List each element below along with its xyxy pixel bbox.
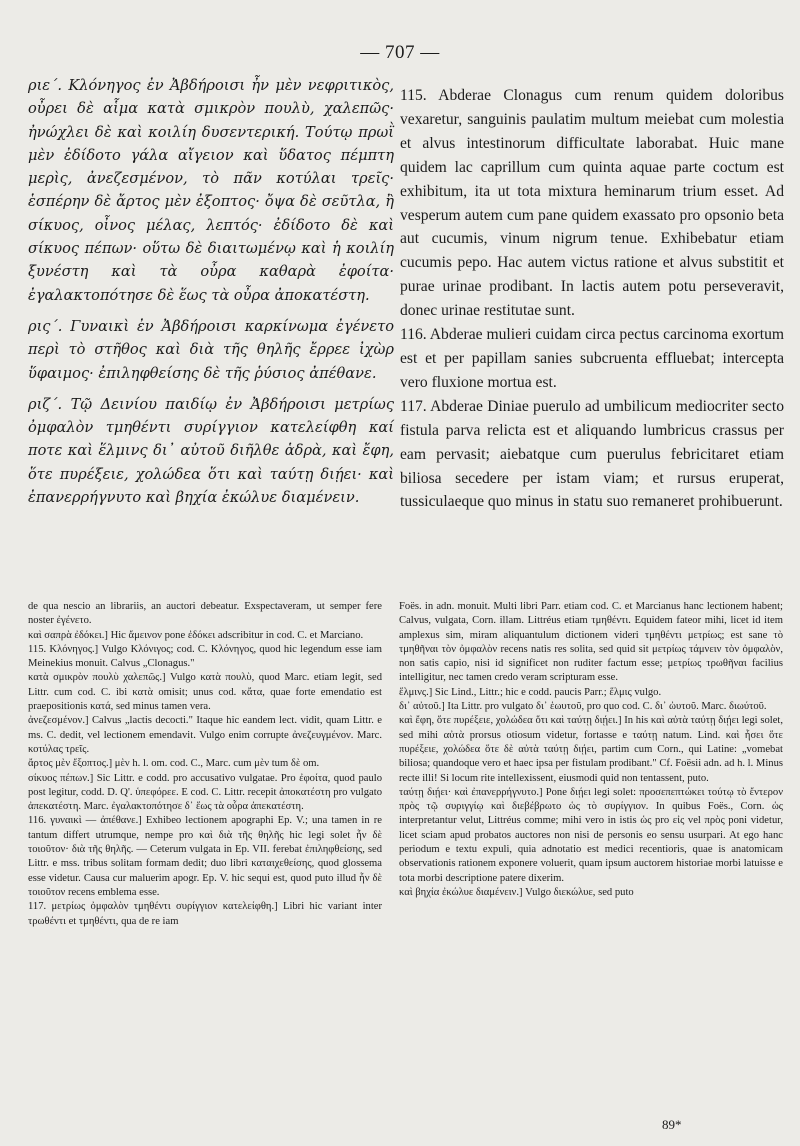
footnotes-right-column: [399, 600, 783, 900]
latin-paragraph-116: 116. Abderae mulieri cuidam circa pectus carcinoma exortum est et per papillam sanies subcruenta effluebat; intercepta vero fluxione mortua est.: [400, 326, 784, 391]
greek-text-column: [28, 74, 394, 509]
footnote: ταύτῃ διῄει· καὶ ἐπανερρήγνυτο.] Pone διῄει legi solet: προσεπεπτώκει τούτῳ τὸ ἔντερον πρὸς τῷ συριγγίῳ καὶ διεβέβρωτο ὡς τὸ συρίγγιον. In quibus Foës., Corn. ὡς interpretantur velut, Littréus comme; mihi vero in istis ὡς pro εἰς vel πρὸς poni videtur, licet sciam apud probatos auctores non nisi de personis eo sensu usurpari. At ego hanc periodum e textu expuli, quia adnotatio est medici recentioris, quae is anatomicam observationis rationem exponere voluerit, quam ipsum auctorem historiae morbi latuisse e tota morbi descriptione patere dixerim.: [399, 786, 783, 884]
footnote: Foës. in adn. monuit. Multi libri Parr. etiam cod. C. et Marcianus hanc lectionem habent; Calvus, vulgata, Corn. illam. Littréus etiam τμηθέντι. Equidem fateor mihi, licet id item amplexus sim, miram aliquantulum dictionem videri τμηθέντι μετρίως; est sane τὸ τμηθῆναι τὸν ὀμφαλὸν recens natis res solita, sed quid sit μετρίως τάμνειν τὸν ὀμφαλὸν, non satis capio, nisi id significet non ruditer factum esse; μετρίως τρωθῆναι facilius intelligitur, nec tamen credo veram scripturam esse.: [399, 601, 783, 684]
greek-paragraph-117: ριζ΄. Τῷ Δεινίου παιδίῳ ἐν Ἀβδήροισι μετρίως ὀμφαλὸν τμηθέντι συρίγγιον κατελείφθη καί ποτε καὶ ἕλμινς δι᾽ αὐτοῦ διῆλθε ἁδρὰ, καὶ ἔφη, ὅτε πυρέξειε, χολώδεα ὅτι καὶ ταύτῃ διῄει· καὶ ἐπανερρήγνυτο καὶ βηχία ἐκώλυε διαμένειν.: [28, 395, 394, 507]
footnote: καὶ σαπρὰ ἐδόκει.] Hic ἄμεινον pone ἐδόκει adscribitur in cod. C. et Marciano.: [28, 629, 364, 641]
latin-translation-column: [400, 84, 784, 514]
latin-paragraph-117: 117. Abderae Diniae puerulo ad umbilicum mediocriter secto fistula parva relicta est et aliquando lumbricus crassus per eam pervasit; aiebatque cum puerulus febricitaret etiam biliosa secedere per istam viam; et rursus eruperat, tussiculaeque quo minus in statu suo remaneret prohibuerunt.: [400, 397, 784, 511]
footnote: καὶ βηχία ἐκώλυε διαμένειν.] Vulgo διεκώλυε, sed puto: [399, 886, 634, 898]
signature-mark: 89*: [662, 1117, 682, 1132]
footnote: 115. Κλόνηγος.] Vulgo Κλόνιγος; cod. C. Κλόνηγος, quod hic legendum esse iam Meinekius monuit. Calvus „Clonagus.": [28, 643, 382, 670]
footnote: 117. μετρίως ὀμφαλὸν τμηθέντι συρίγγιον κατελείφθη.] Libri hic variant inter τρωθέντι et τμηθέντι, qua de re iam: [28, 901, 382, 927]
footnote: de qua nescio an librariis, an auctori debeatur. Exspectaveram, ut semper fere noster ἐγένετο.: [28, 601, 382, 627]
footnote: 116. γυναικὶ — ἀπέθανε.] Exhibeo lectionem apographi Ep. V.; una tamen in re tantum differt utrumque, nempe pro καὶ διὰ τῆς θηλῆς hic legi solet ἦν δὲ τοιοῦτον· διὰ τῆς θηλῆς. — Ceterum vulgata in Ep. VII. ferebat ἐπιληφθείσης, sed Littr. e mss. tribus solitam formam dedit; duo libri καταιχεθείσης, quod glossema esse videtur. Causa cur maluerim apogr. Ep. V. hic sequi est, quod puto illud ἦν δὲ τοιοῦτον recens emblema esse.: [28, 815, 382, 898]
page-number: — 707 —: [360, 42, 440, 63]
footnote: κατὰ σμικρὸν πουλὺ χαλεπῶς.] Vulgo κατὰ πουλὺ, quod Marc. etiam legit, sed Littr. cum cod. C. ibi κατὰ omisit; unus cod. κἄτα, quae forte emendatio est praepositionis κατά, sed minus tamen vera.: [28, 672, 382, 713]
footnotes-left-column: [28, 600, 382, 929]
greek-paragraph-115: ριε΄. Κλόνηγος ἐν Ἀβδήροισι ἦν μὲν νεφριτικὸς, οὖρει δὲ αἷμα κατὰ σμικρὸν πουλὺ, χαλεπῶς· ἠνώχλει δὲ καὶ κοιλίη δυσεντερική. Τούτῳ πρωῒ μὲν ἐδίδοτο γάλα αἴγειον καὶ ὕδατος πέμπτη μερὶς, ἀνεζεσμένον, τὸ πᾶν κοτύλαι τρεῖς· ἑσπέρην δὲ ἄρτος μὲν ἐξοπτος· ὄψα δὲ σεῦτλα, ἢ σίκυος, οἶνος μέλας, λεπτός· ἐδίδοτο δὲ καὶ σίκυος πέπων· οὕτω δὲ διαιτωμένῳ καὶ ἡ κοιλίη ξυνέστη καὶ τὰ οὖρα καθαρὰ ἐφοίτα· ἐγαλακτοπότησε δὲ ἕως τὰ οὖρα ἀποκατέστη.: [28, 77, 394, 304]
footnote: ἄρτος μὲν ἔξοπτος.] μὲν h. l. om. cod. C., Marc. cum μὲν tum δὲ om.: [28, 758, 320, 770]
footnote: σίκυος πέπων.] Sic Littr. e codd. pro accusativo vulgatae. Pro ἐφοίτα, quod paulo post legitur, codd. D. Q'. ὑπεφόρεε. E cod. C. Littr. recepit ἀποκατέστη pro vulgato ἀπεκατέστη. Marc. ἐγαλακτοπότησε δ᾽ ἕως τὰ οὖρα ἀπεκατέστη.: [28, 772, 382, 813]
footnote: ἀνεζεσμένον.] Calvus „lactis decocti." Itaque hic eandem lect. vidit, quam Littr. e ms. C. dedit, vel lectionem emendavit. Vulgo enim corrupte ἀνεζευγμένον. Marc. κοτύλας τρεῖς.: [28, 715, 382, 755]
latin-paragraph-115: 115. Abderae Clonagus cum renum quidem doloribus vexaretur, sanguinis paulatim multum meiebat cum molestia et alvus intestinorum difficultate laborabat. Huic mane quidem lac caprillum cum quinta aquae parte coctum est exhibitum, ita ut tota mixtura heminarum trium esset. Ad vesperum autem cum pane quidem exassato pro opsonio beta aut cucumis, vinum nigrum tenue. Exhibebatur etiam cucumis pepo. Hac autem victus ratione et alvus substitit et purae urinae prodibant. In lactis autem potu perseveravit, donec urinae restitutae sunt.: [400, 87, 784, 320]
footnote: δι᾽ αὐτοῦ.] Ita Littr. pro vulgato δι᾽ ἑωυτοῦ, pro quo cod. C. δι᾽ ὠυτοῦ. Marc. διωύτοῦ.: [399, 701, 767, 713]
footnote: καὶ ἔφη, ὅτε πυρέξειε, χολώδεα ὅτι καὶ ταύτῃ διῄει.] In his καὶ αὐτὰ ταύτῃ διῄει legi solet, sed mihi αὐτὰ prorsus otiosum videtur, fortasse e ταύτῃ natum. Lind. καὶ ἦσει ὅτε πυρέξειε, χολώδεα ὅτε δὲ αὐτὰ ταύτῃ διῄει, partim cum Corn., qui Latine: „vomebat biliosa; quandoque vero et haec ipsa per fistulam prodibant." Cf. Foësii adn. ad h. l. Minus recte illi! Si locum rite intellexissent, eiusmodi quid non tentassent, puto.: [399, 715, 783, 784]
footnote: ἕλμινς.] Sic Lind., Littr.; hic e codd. paucis Parr.; ἕλμις vulgo.: [399, 686, 662, 698]
greek-paragraph-116: ρις΄. Γυναικὶ ἐν Ἀβδήροισι καρκίνωμα ἐγένετο περὶ τὸ στῆθος καὶ διὰ τῆς θηλῆς ἔρρεε ἰχὼρ ὕφαιμος· ἐπιληφθείσης δὲ τῆς ῥύσιος ἀπέθανε.: [28, 317, 394, 382]
